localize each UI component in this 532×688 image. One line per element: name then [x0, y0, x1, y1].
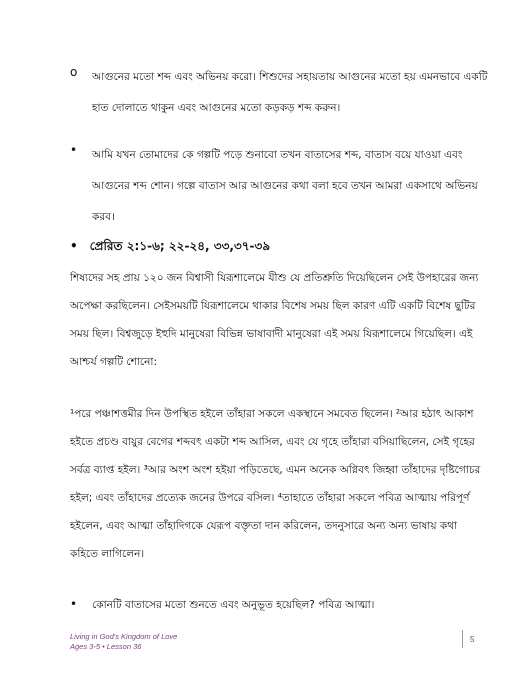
bullet-text-line: হাত দোলাতে থাকুন এবং আগুনের মতো কড়কড় শব্দ করুন।	[92, 102, 341, 114]
bullet-marker: •	[70, 597, 78, 611]
intro-paragraph	[70, 264, 478, 376]
page-number: 5	[470, 635, 475, 644]
bullet-text	[92, 594, 480, 616]
footer-age-lesson: Ages 3-5 • Lesson 36	[70, 642, 142, 651]
bullet-marker: •	[70, 239, 78, 253]
scripture-passage	[70, 400, 481, 568]
scripture-reference-heading	[70, 236, 270, 258]
bullet-marker: •	[70, 143, 78, 157]
paragraph-line: হইতে প্রচণ্ড বায়ুর বেগের শব্দবৎ একটা শব্দ আসিল, এবং যে গৃহে তাঁহারা বসিয়াছিলেন, সেই গৃহের	[70, 436, 475, 448]
paragraph-line: সর্বত্র ব্যাপ্ত হইল। ³আর অংশ অংশ হইয়া পড়িতেছে, এমন অনেক অগ্নিবৎ জিহ্বা তাঁহাদের দৃষ্টিগোচর	[70, 464, 481, 476]
bullet-text-line: কোনটি বাতাসের মতো শুনতে এবং অনুভূত হয়েছিল? পবিত্র আত্মা।	[92, 599, 375, 611]
paragraph-line: সময় ছিল। বিশ্বজুড়ে ইহুদি মানুষেরা বিভিন্ন ভাষাবাদী মানুষেরা এই সময় যিরূশালেমে গিয়েছিল। এই	[70, 328, 473, 340]
paragraph-line: আশ্চর্য গল্পটি শোনো:	[70, 356, 157, 368]
bullet-text-line: আগুনের মতো শব্দ এবং অভিনয় করো। শিশুদের সহায়তায় আগুনের মতো হয় এমনভাবে একটি	[92, 71, 488, 83]
paragraph-line: হইলেন, এবং আত্মা তাঁহাদিগকে যেরূপ বক্তৃতা দান করিলেন, তদনুসারে অন্য অন্য ভাষায় কথা	[70, 520, 458, 532]
paragraph-line: অপেক্ষা করছিলেন। সেইসময়টি যিরূশালেমে থাকার বিশেষ সময় ছিল কারণ এটি একটি বিশেষ ছুটির	[70, 300, 476, 312]
hollow-bullet-marker: o	[70, 65, 78, 79]
bullet-text	[92, 62, 488, 124]
footer-lesson-info	[70, 632, 177, 652]
paragraph-line: ¹পরে পঞ্চাশত্তমীর দিন উপস্থিত হইলে তাঁহারা সকলে একস্থানে সমবেত ছিলেন। ²আর হঠাৎ আকাশ	[70, 408, 474, 420]
bullet-text-line: আগুনের শব্দ শোন। গল্পে বাতাস আর আগুনের কথা বলা হবে তখন আমরা একসাথে অভিনয়	[92, 180, 478, 192]
bullet-text-line: আমি যখন তোমাদের কে গল্পটি পড়ে শুনাবো তখন বাতাসের শব্দ, বাতাস বয়ে যাওয়া এবং	[92, 149, 463, 161]
paragraph-line: কহিতে লাগিলেন।	[70, 548, 145, 560]
bullet-text-line: করব।	[92, 211, 115, 223]
scripture-reference-text: প্রেরিত ২:১-৬; ২২-২৪, ৩৩,৩৭-৩৯	[89, 239, 271, 253]
footer-series-title: Living in God's Kingdom of Love	[70, 632, 178, 641]
bullet-text	[92, 140, 480, 233]
paragraph-line: হইল; এবং তাঁহাদের প্রত্যেক জনের উপরে বসিল। ⁴তাহাতে তাঁহারা সকলে পবিত্র আত্মায় পরিপূর্ণ	[70, 492, 470, 504]
footer-divider	[462, 630, 463, 648]
paragraph-line: শিষ্যদের সহ প্রায় ১২০ জন বিশ্বাসী যিরূশালেমে যীশু যে প্রতিশ্রুতি দিয়েছিলেন সেই উপহারের জন্য	[70, 272, 479, 284]
